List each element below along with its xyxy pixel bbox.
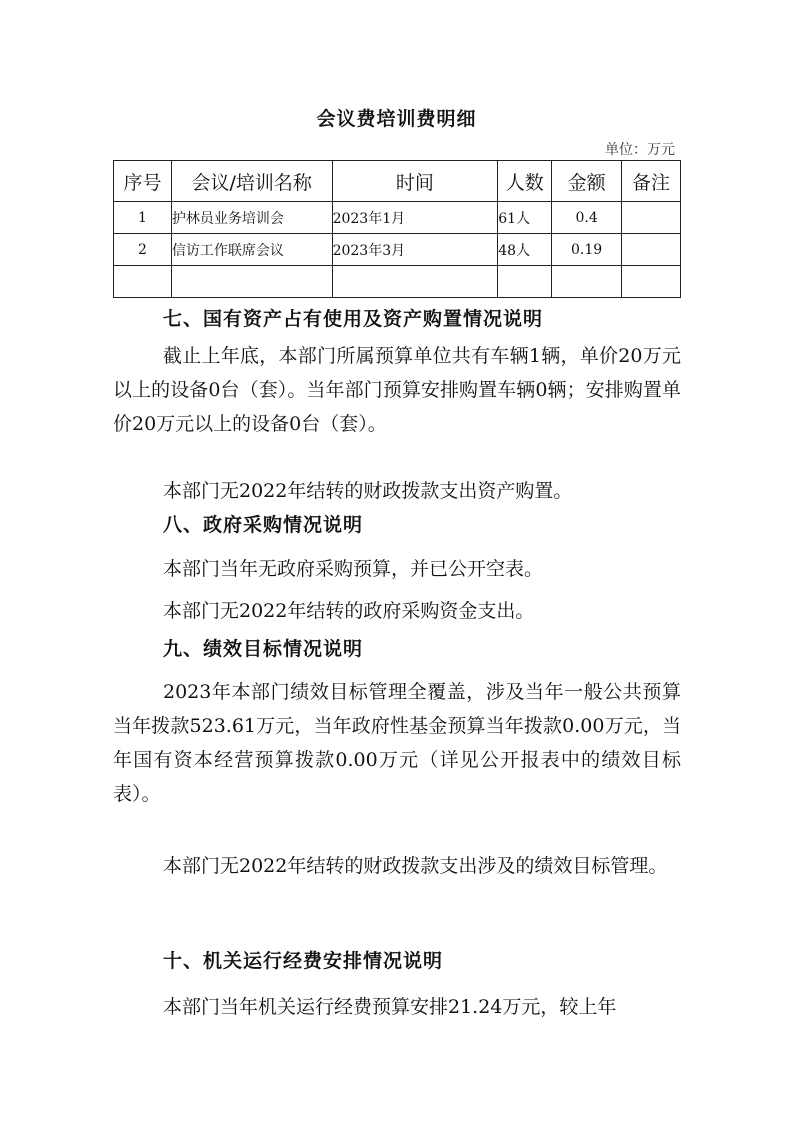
table-row	[114, 234, 681, 266]
cell-count: 61人	[498, 202, 552, 234]
table-row	[114, 266, 681, 298]
section-8-paragraph-2: 本部门无2022年结转的政府采购资金支出。	[163, 600, 535, 622]
section-10-heading: 十、机关运行经费安排情况说明	[163, 950, 444, 972]
table-row	[114, 202, 681, 234]
section-9-paragraph-1: 2023年本部门绩效目标管理全覆盖，涉及当年一般公共预算当年拨款523.61万元，当年政府性基金预算当年拨款0.00万元，当年国有资本经营预算拨款0.00万元（详见公开报表中的绩效目标表）。	[113, 681, 681, 805]
section-9-heading: 九、绩效目标情况说明	[163, 638, 364, 660]
cell-amount: 0.4	[552, 202, 622, 234]
cell-index	[114, 266, 172, 298]
header-amount: 金额	[552, 161, 622, 202]
section-9-paragraph-2: 本部门无2022年结转的财政拨款支出涉及的绩效目标管理。	[163, 855, 668, 877]
cell-time: 2023年3月	[332, 234, 498, 266]
cell-name: 护林员业务培训会	[171, 202, 332, 234]
header-time: 时间	[332, 161, 498, 202]
header-name: 会议/培训名称	[171, 161, 332, 202]
header-remark: 备注	[622, 161, 681, 202]
section-7-paragraph-1: 截止上年底，本部门所属预算单位共有车辆1辆，单价20万元以上的设备0台（套）。当年部门预算安排购置车辆0辆；安排购置单价20万元以上的设备0台（套）。	[113, 345, 681, 435]
cell-amount: 0.19	[552, 234, 622, 266]
header-index: 序号	[114, 161, 172, 202]
section-10-paragraph-1: 本部门当年机关运行经费预算安排21.24万元，较上年	[163, 996, 617, 1018]
section-8-heading: 八、政府采购情况说明	[163, 514, 364, 536]
cell-name	[171, 266, 332, 298]
table-header-row	[114, 161, 681, 202]
cell-remark	[622, 234, 681, 266]
section-7-paragraph-2: 本部门无2022年结转的财政拨款支出资产购置。	[163, 480, 573, 502]
section-7-heading: 七、国有资产占有使用及资产购置情况说明	[163, 308, 544, 330]
cell-count	[498, 266, 552, 298]
cell-index: 1	[114, 202, 172, 234]
cell-name: 信访工作联席会议	[171, 234, 332, 266]
cell-remark	[622, 202, 681, 234]
meeting-training-fee-table	[113, 160, 681, 298]
cell-count: 48人	[498, 234, 552, 266]
header-count: 人数	[498, 161, 552, 202]
section-8-paragraph-1: 本部门当年无政府采购预算，并已公开空表。	[163, 558, 544, 580]
unit-label: 单位：万元	[605, 142, 675, 158]
cell-time	[332, 266, 498, 298]
cell-remark	[622, 266, 681, 298]
cell-time: 2023年1月	[332, 202, 498, 234]
cell-amount	[552, 266, 622, 298]
cell-index: 2	[114, 234, 172, 266]
table-title: 会议费培训费明细	[316, 108, 477, 130]
